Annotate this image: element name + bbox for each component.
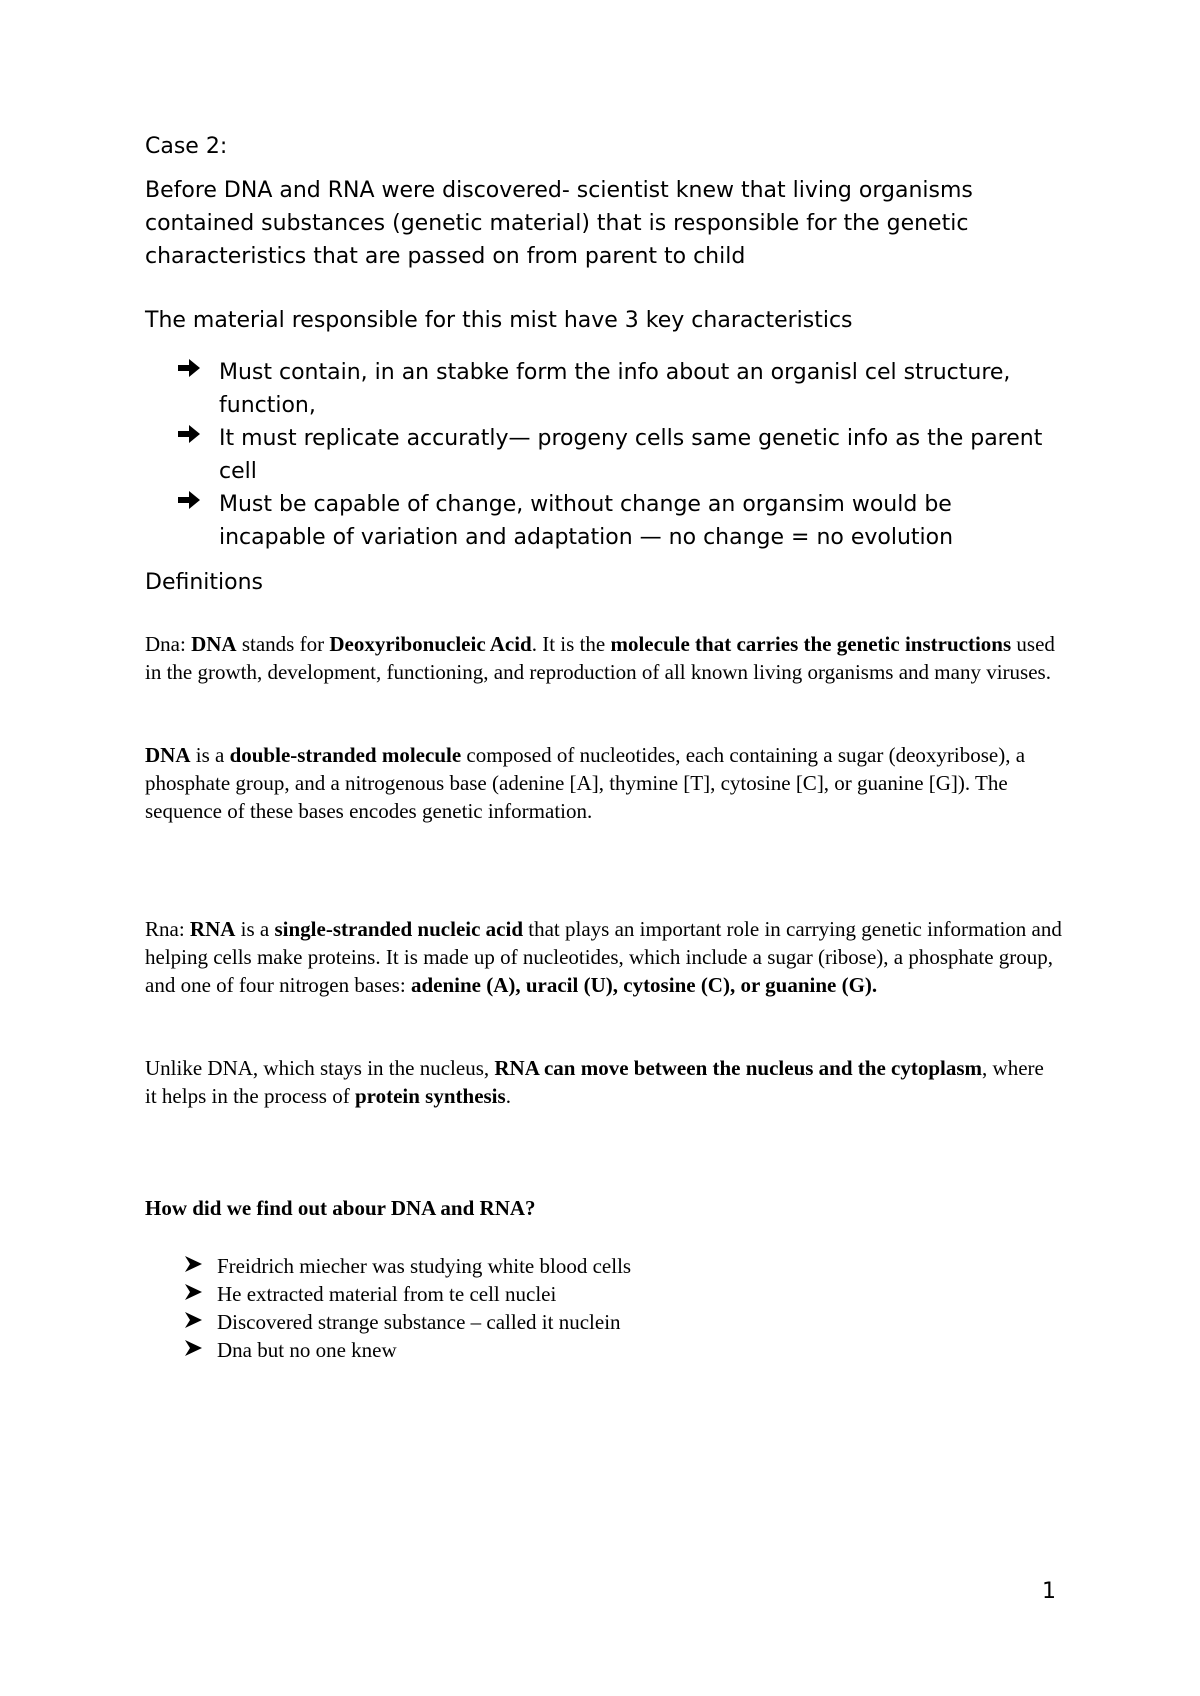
characteristic-text: Must be capable of change, without change an organsim would be incapable of variation and adaptation — no change = no evolution bbox=[219, 492, 954, 550]
discovery-text: He extracted material from te cell nuclei bbox=[217, 1282, 557, 1306]
right-arrow-icon bbox=[176, 356, 206, 389]
list-item bbox=[176, 488, 1056, 554]
discovery-text: Dna but no one knew bbox=[217, 1338, 397, 1362]
chevron-right-icon bbox=[184, 1280, 210, 1309]
case-title: Case 2: bbox=[145, 134, 228, 159]
list-item bbox=[184, 1280, 984, 1308]
list-item bbox=[176, 422, 1056, 488]
characteristic-text: It must replicate accuratly— progeny cells same genetic info as the parent cell bbox=[219, 426, 1043, 484]
characteristic-text: Must contain, in an stabke form the info about an organisl cel structure, function, bbox=[219, 360, 1011, 418]
chevron-right-icon bbox=[184, 1252, 210, 1281]
list-item bbox=[184, 1336, 984, 1364]
list-item bbox=[184, 1308, 984, 1336]
dna-structure: DNA is a double-stranded molecule composed of nucleotides, each containing a sugar (deoxyribose), a phosphate group, and a nitrogenous base (adenine [A], thymine [T], cytosine [C], or guanine [G]). The sequence of these bases encodes genetic information. bbox=[145, 743, 1026, 823]
key-characteristics-intro: The material responsible for this mist have 3 key characteristics bbox=[145, 308, 853, 333]
page-number: 1 bbox=[1042, 1579, 1056, 1604]
characteristics-list bbox=[176, 356, 1056, 554]
rna-definition: Rna: RNA is a single-stranded nucleic acid that plays an important role in carrying genetic information and helping cells make proteins. It is made up of nucleotides, which include a sugar (ribose), a phosphate group, and one of four nitrogen bases: adenine (A), uracil (U), cytosine (C), or guanine (G). bbox=[145, 917, 1062, 997]
intro-paragraph: Before DNA and RNA were discovered- scientist knew that living organisms contained substances (genetic material) that is responsible for the genetic characteristics that are passed on from parent to child bbox=[145, 178, 973, 269]
discovery-list bbox=[184, 1252, 984, 1364]
discovery-heading: How did we find out abour DNA and RNA? bbox=[145, 1196, 536, 1220]
dna-definition: Dna: DNA stands for Deoxyribonucleic Acid. It is the molecule that carries the genetic instructions used in the growth, development, functioning, and reproduction of all known living organisms and many viruses. bbox=[145, 632, 1055, 684]
discovery-text: Freidrich miecher was studying white blood cells bbox=[217, 1254, 632, 1278]
right-arrow-icon bbox=[176, 488, 206, 521]
chevron-right-icon bbox=[184, 1336, 210, 1365]
right-arrow-icon bbox=[176, 422, 206, 455]
chevron-right-icon bbox=[184, 1308, 210, 1337]
list-item bbox=[184, 1252, 984, 1280]
definitions-heading: Definitions bbox=[145, 570, 263, 595]
discovery-text: Discovered strange substance – called it nuclein bbox=[217, 1310, 621, 1334]
rna-location: Unlike DNA, which stays in the nucleus, RNA can move between the nucleus and the cytoplasm, where it helps in the process of protein synthesis. bbox=[145, 1056, 1044, 1108]
list-item bbox=[176, 356, 1056, 422]
